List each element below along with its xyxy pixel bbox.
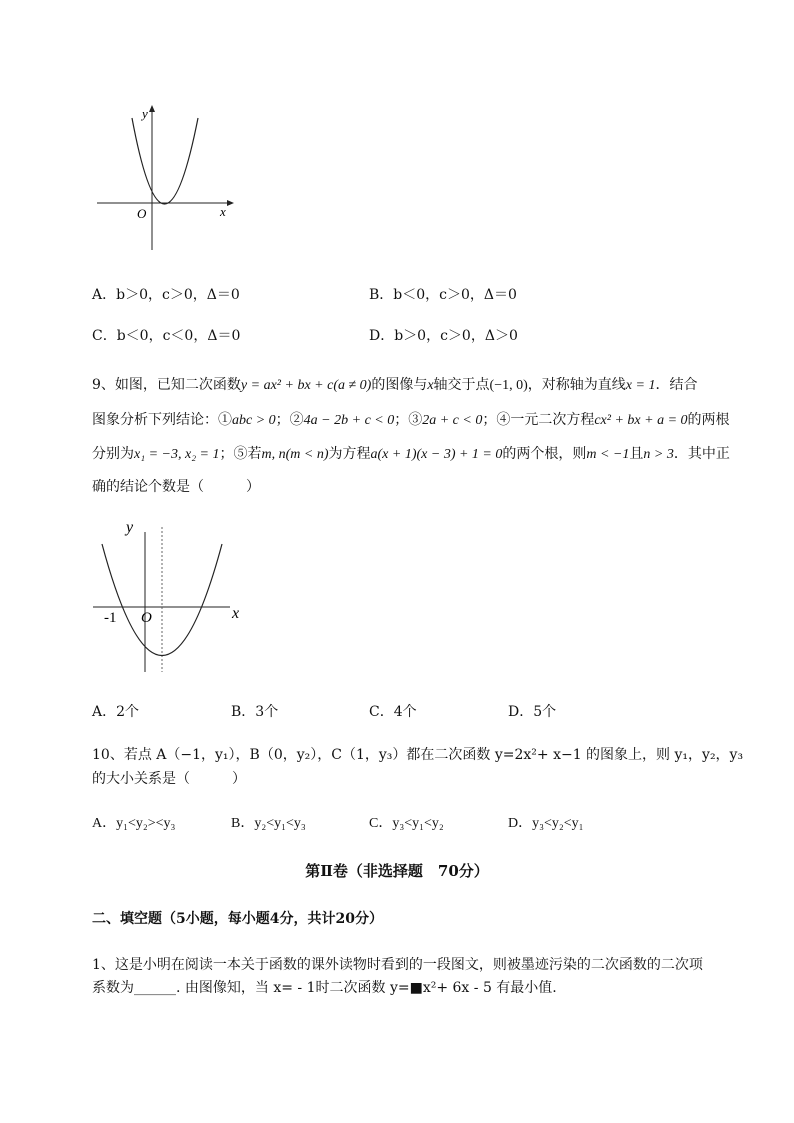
q9-text: 分别为 — [92, 446, 134, 462]
q9-option-a: A．2个 — [92, 704, 140, 720]
section-title: 第Ⅱ卷（非选择题 70分） — [305, 862, 489, 880]
graph2-y-label: y — [126, 519, 134, 536]
q9-text: 的两根 — [687, 412, 730, 428]
q9-text: 轴交于点 — [433, 377, 490, 393]
q9-formula: y = ax² + bx + c(a ≠ 0) — [240, 378, 372, 393]
q9-text: ；④一元二次方程 — [482, 412, 595, 428]
q10-line-1: 10、若点 A（−1，y₁），B（0，y₂），C（1，y₃）都在二次函数 y=2x²+ x−1 的图象上，则 y₁，y₂，y₃ — [92, 747, 744, 763]
q9-text: ．结合 — [655, 377, 698, 393]
graph1-origin-label: O — [137, 206, 147, 221]
q9-text: 图象分析下列结论：① — [92, 412, 232, 428]
q9-formula: x = 1 — [625, 378, 656, 393]
q9-formula: 4a − 2b + c < 0 — [303, 413, 395, 428]
fill1-line-1: 1、这是小明在阅读一本关于函数的课外读物时看到的一段图文，则被墨迹污染的二次函数的二次项 — [92, 957, 703, 973]
graph2-x-label: x — [232, 605, 240, 622]
q9-line-4: 确的结论个数是（ ） — [92, 479, 260, 495]
parabola-graph-2 — [90, 512, 260, 677]
q9-formula: m < −1 — [586, 447, 630, 462]
q9-text: ；⑤若 — [219, 446, 262, 462]
q9-formula: 2a + c < 0 — [422, 413, 483, 428]
q9-text: ．其中正 — [673, 446, 730, 462]
q9-text: ；② — [275, 412, 304, 428]
q10-line-2: 的大小关系是（ ） — [92, 771, 246, 787]
q9-line-1 — [92, 374, 697, 394]
q9-formula: x₁ = −3, x₂ = 1 — [134, 447, 220, 462]
q9-option-d: D．5个 — [508, 704, 557, 720]
q10-option-a: A．y₁<y₂><y₃ — [92, 816, 176, 831]
q9-formula: x — [427, 378, 434, 393]
q9-option-c: C．4个 — [369, 704, 417, 720]
q9-formula: m, n(m < n) — [261, 447, 329, 462]
q9-formula: n > 3 — [643, 447, 674, 462]
q9-formula: (−1, 0) — [489, 378, 528, 393]
q8-option-a: A．b＞0，c＞0，Δ＝0 — [92, 287, 240, 303]
q9-text: ；③ — [394, 412, 423, 428]
graph2-neg-one-label: -1 — [104, 610, 117, 626]
q9-line-3 — [92, 443, 730, 463]
q9-formula: abc > 0 — [232, 413, 276, 428]
q8-option-c: C．b＜0，c＜0，Δ＝0 — [92, 328, 241, 344]
q8-option-b: B．b＜0，c＞0，Δ＝0 — [369, 287, 517, 303]
q9-formula: cx² + bx + a = 0 — [594, 413, 688, 428]
q9-text: 的两个根，则 — [502, 446, 587, 462]
q8-option-d: D．b＞0，c＞0，Δ＞0 — [369, 328, 518, 344]
graph1-x-label: x — [220, 204, 226, 219]
q9-text: 的图像与 — [371, 377, 428, 393]
q9-text: 9、如图，已知二次函数 — [92, 377, 241, 393]
fill1-line-2: 系数为______. 由图像知，当 x= - 1时二次函数 y=■x²+ 6x - 5 有最小值. — [92, 980, 557, 996]
q10-option-d: D．y₃<y₂<y₁ — [508, 816, 584, 831]
q9-text: 且 — [629, 446, 644, 462]
graph2-origin-label: O — [141, 610, 152, 626]
q9-text: 为方程 — [328, 446, 371, 462]
q9-formula: a(x + 1)(x − 3) + 1 = 0 — [370, 447, 503, 462]
q10-option-b: B．y₂<y₁<y₃ — [231, 816, 306, 831]
parabola-graph-1 — [92, 100, 242, 255]
part2-heading: 二、填空题（5小题，每小题4分，共计20分） — [92, 911, 383, 927]
graph1-y-label: y — [142, 106, 148, 121]
q10-option-c: C．y₃<y₁<y₂ — [369, 816, 444, 831]
q9-text: ，对称轴为直线 — [527, 377, 626, 393]
q9-line-2 — [92, 409, 730, 429]
q9-option-b: B．3个 — [231, 704, 279, 720]
